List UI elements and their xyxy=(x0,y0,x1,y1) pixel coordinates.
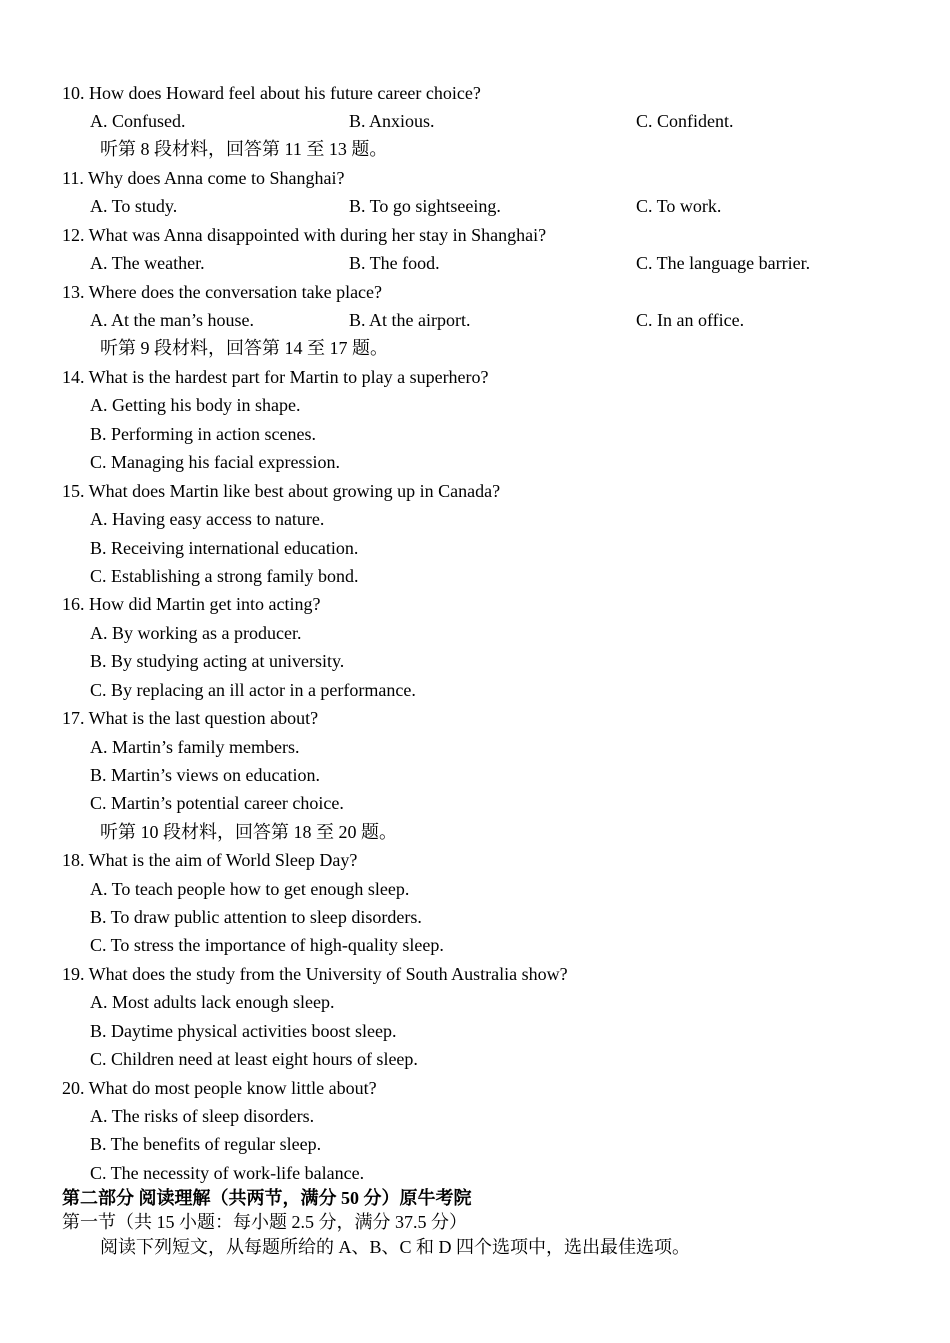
question-20-stem: 20. What do most people know little about? xyxy=(62,1078,377,1098)
instruction-section-9: 听第 9 段材料，回答第 14 至 17 题。 xyxy=(100,338,388,358)
question-14-option-a: A. Getting his body in shape. xyxy=(90,395,301,415)
question-11-option-a: A. To study. xyxy=(90,196,178,216)
question-15-stem: 15. What does Martin like best about growing up in Canada? xyxy=(62,481,501,501)
question-15-option-c: C. Establishing a strong family bond. xyxy=(90,566,359,586)
question-13-option-a: A. At the man’s house. xyxy=(90,310,254,330)
question-15-option-a: A. Having easy access to nature. xyxy=(90,509,325,529)
reading-directions: 阅读下列短文，从每题所给的 A、B、C 和 D 四个选项中，选出最佳选项。 xyxy=(100,1237,691,1257)
question-11-option-b: B. To go sightseeing. xyxy=(349,196,501,216)
question-18-option-a: A. To teach people how to get enough sleep. xyxy=(90,879,410,899)
question-17-option-c: C. Martin’s potential career choice. xyxy=(90,793,344,813)
question-18-option-c: C. To stress the importance of high-quality sleep. xyxy=(90,935,444,955)
question-18-option-b: B. To draw public attention to sleep disorders. xyxy=(90,907,422,927)
question-16-option-b: B. By studying acting at university. xyxy=(90,651,345,671)
question-13-stem: 13. Where does the conversation take place? xyxy=(62,282,383,302)
question-20-option-c: C. The necessity of work-life balance. xyxy=(90,1163,365,1183)
question-13-option-c: C. In an office. xyxy=(636,310,745,330)
part-two-heading: 第二部分 阅读理解（共两节，满分 50 分）原牛考院 xyxy=(62,1188,472,1208)
question-17-option-b: B. Martin’s views on education. xyxy=(90,765,320,785)
question-15-option-b: B. Receiving international education. xyxy=(90,538,359,558)
question-14-option-b: B. Performing in action scenes. xyxy=(90,424,316,444)
question-11-option-c: C. To work. xyxy=(636,196,722,216)
question-14-stem: 14. What is the hardest part for Martin to play a superhero? xyxy=(62,367,489,387)
question-17-stem: 17. What is the last question about? xyxy=(62,708,319,728)
question-12-option-a: A. The weather. xyxy=(90,253,205,273)
question-12-option-b: B. The food. xyxy=(349,253,440,273)
question-10-option-c: C. Confident. xyxy=(636,111,734,131)
question-10-stem: 10. How does Howard feel about his future career choice? xyxy=(62,83,481,103)
question-19-option-a: A. Most adults lack enough sleep. xyxy=(90,992,335,1012)
section-one-heading: 第一节（共 15 小题：每小题 2.5 分，满分 37.5 分） xyxy=(62,1212,467,1232)
question-18-stem: 18. What is the aim of World Sleep Day? xyxy=(62,850,358,870)
question-10-option-b: B. Anxious. xyxy=(349,111,435,131)
question-11-stem: 11. Why does Anna come to Shanghai? xyxy=(62,168,345,188)
question-16-stem: 16. How did Martin get into acting? xyxy=(62,594,321,614)
question-12-stem: 12. What was Anna disappointed with during her stay in Shanghai? xyxy=(62,225,547,245)
question-20-option-a: A. The risks of sleep disorders. xyxy=(90,1106,315,1126)
question-19-stem: 19. What does the study from the University of South Australia show? xyxy=(62,964,568,984)
question-20-option-b: B. The benefits of regular sleep. xyxy=(90,1134,322,1154)
question-14-option-c: C. Managing his facial expression. xyxy=(90,452,340,472)
question-13-option-b: B. At the airport. xyxy=(349,310,471,330)
question-16-option-a: A. By working as a producer. xyxy=(90,623,302,643)
question-12-option-c: C. The language barrier. xyxy=(636,253,811,273)
question-19-option-b: B. Daytime physical activities boost sleep. xyxy=(90,1021,397,1041)
instruction-section-8: 听第 8 段材料，回答第 11 至 13 题。 xyxy=(100,139,388,159)
question-19-option-c: C. Children need at least eight hours of sleep. xyxy=(90,1049,418,1069)
question-16-option-c: C. By replacing an ill actor in a performance. xyxy=(90,680,416,700)
question-10-option-a: A. Confused. xyxy=(90,111,186,131)
question-17-option-a: A. Martin’s family members. xyxy=(90,737,300,757)
instruction-section-10: 听第 10 段材料，回答第 18 至 20 题。 xyxy=(100,822,397,842)
